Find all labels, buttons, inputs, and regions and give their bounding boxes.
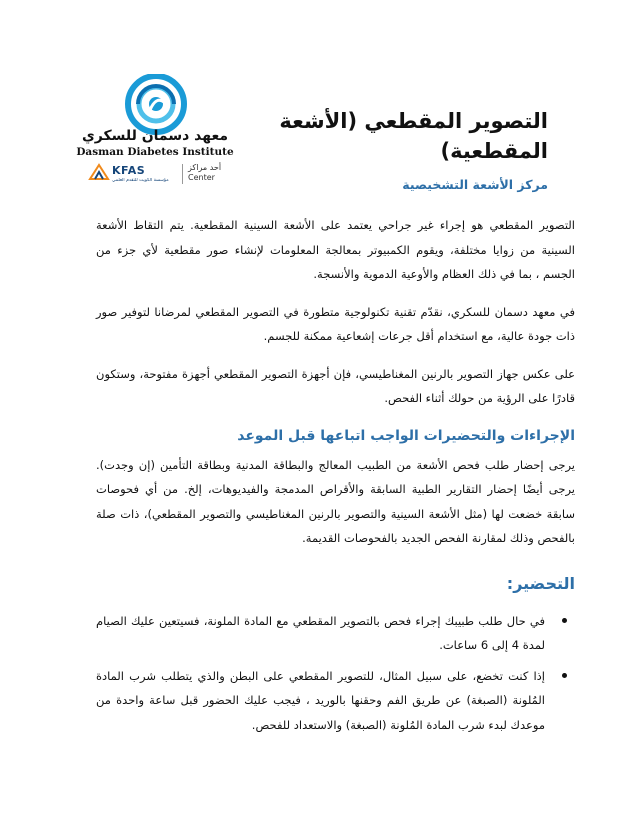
bullet-icon	[562, 618, 567, 623]
kfas-logo-icon	[88, 163, 110, 181]
institute-name-english: Dasman Diabetes Institute	[76, 146, 234, 158]
preparation-heading: التحضير:	[506, 573, 575, 593]
intro-paragraph-2: في معهد دسمان للسكري، نقدّم تقنية تكنولوجية متطورة في التصوير المقطعي لمرضانا لتوفير صور ذات جودة عالية، مع استخدام أقل جرعات إشعاعية ممكنة للجسم.	[96, 304, 575, 343]
logo-divider	[182, 164, 183, 184]
kfas-label: KFAS	[112, 164, 146, 177]
center-label-english: Center	[188, 173, 215, 182]
institute-logo	[70, 74, 240, 194]
list-item-text: في حال طلب طبيبك إجراء فحص بالتصوير المقطعي مع المادة الملونة، فسيتعين عليك الصيام لمدة 4 إلى 6 ساعات.	[96, 613, 545, 652]
center-label-arabic: أحد مراكز	[188, 163, 222, 172]
intro-paragraph-1: التصوير المقطعي هو إجراء غير جراحي يعتمد على الأشعة السينية المقطعية. يتم التقاط الأشعة السينية من زوايا مختلفة، ويقوم الكمبيوتر بمعالجة المعلومات لإنشاء صور مقطعية لأي جزء من الجسم ، بما في ذلك العظام والأوعية الدموية والأنسجة.	[96, 218, 575, 281]
page-title: التصوير المقطعي (الأشعة المقطعية)	[279, 109, 548, 163]
list-item-text: إذا كنت تخضع، على سبيل المثال، للتصوير المقطعي على البطن والذي يتطلب شرب المادة المُلونة (الصبغة) عن طريق الفم وحقنها بالوريد ، فيجب عليك الحضور قبل ساعة واحدة من موعدك لبدء شرب المادة المُلونة (الصبغة) والاستعداد للفحص.	[96, 668, 545, 732]
page-subtitle: مركز الأشعة التشخيصية	[402, 177, 548, 192]
bullet-icon	[562, 673, 567, 678]
procedures-heading: الإجراءات والتحضيرات الواجب اتباعها قبل الموعد	[237, 427, 575, 444]
title-block	[248, 106, 548, 194]
preparation-list	[96, 609, 575, 738]
intro-paragraph-3: على عكس جهاز التصوير بالرنين المغناطيسي، فإن أجهزة التصوير المقطعي أجهزة مفتوحة، وستكون قادرًا على الرؤية من حولك أثناء الفحص.	[96, 366, 575, 405]
kfas-affiliation	[88, 162, 238, 188]
list-item	[96, 664, 575, 738]
kfas-tagline: مؤسسة الكويت للتقدم العلمي	[112, 178, 169, 183]
document-body	[96, 213, 575, 737]
list-item	[96, 609, 575, 658]
institute-name-arabic: معهد دسمان للسكري	[81, 128, 229, 144]
procedures-paragraph: يرجى إحضار طلب فحص الأشعة من الطبيب المعالج والبطاقة المدنية وبطاقة التأمين (إن وجدت). يرجى أيضًا إحضار التقارير الطبية السابقة والأقراص المدمجة والفيديوهات، إلخ. من أي فحوصات سابقة خضعت لها (مثل الأشعة السينية والتصوير بالرنين المغناطيسي والتصوير المقطعي)، ذات صلة بالفحص وذلك لمقارنة الفحص الجديد بالفحوصات القديمة.	[96, 457, 575, 545]
